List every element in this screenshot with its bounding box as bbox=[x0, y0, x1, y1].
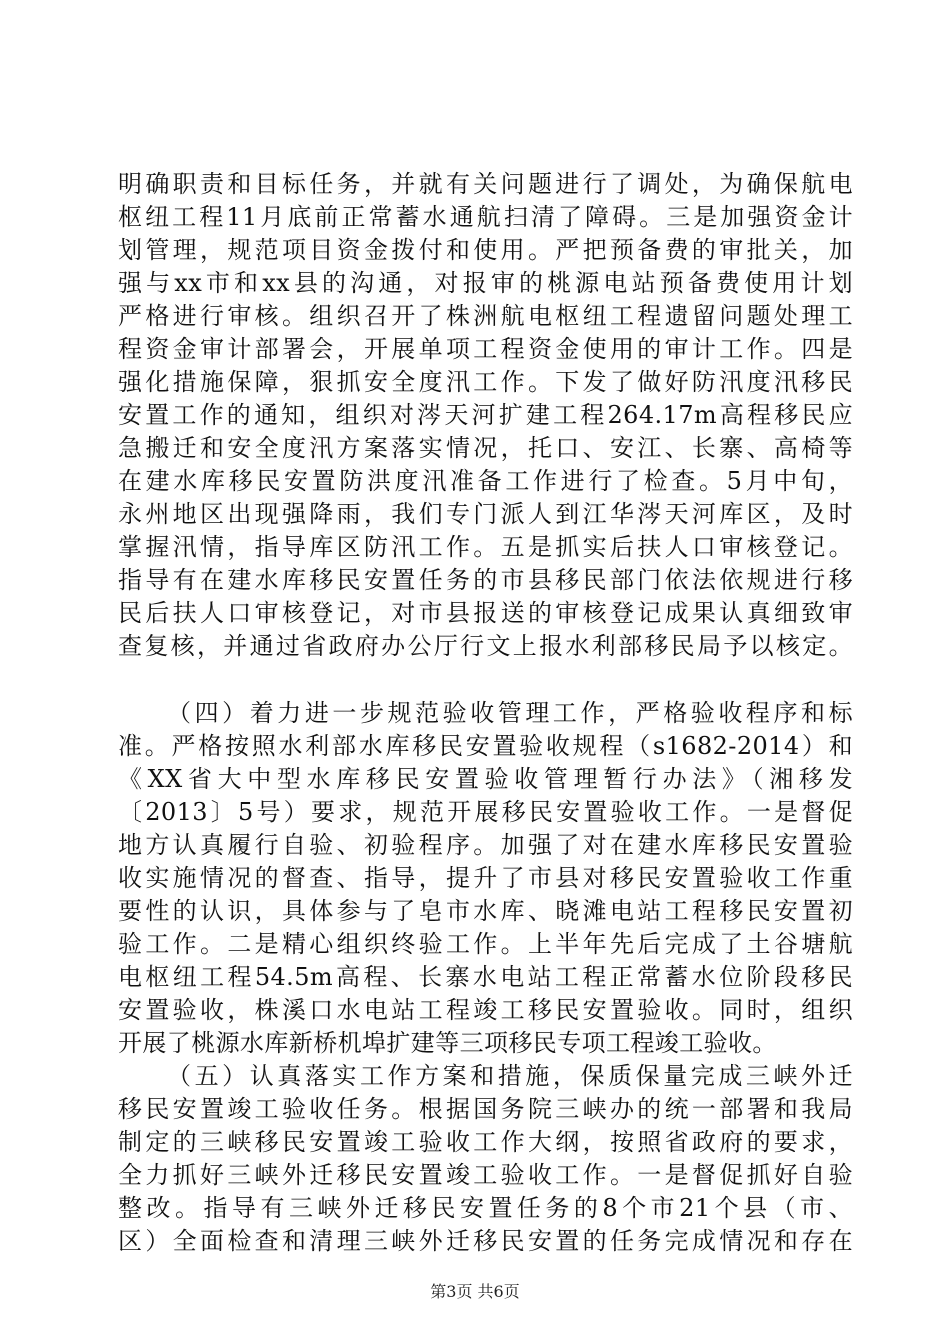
text-line: 明确职责和目标任务，并就有关问题进行了调处，为确保航电 bbox=[118, 170, 853, 198]
text-line: 严格进行审核。组织召开了株洲航电枢纽工程遗留问题处理工 bbox=[118, 302, 853, 330]
page-number-footer: 第3页 共6页 bbox=[430, 1282, 520, 1301]
text-line: 强与xx市和xx县的沟通，对报审的桃源电站预备费使用计划 bbox=[118, 269, 853, 297]
text-line: （五）认真落实工作方案和措施，保质保量完成三峡外迁 bbox=[167, 1062, 853, 1090]
text-line: 程资金审计部署会，开展单项工程资金使用的审计工作。四是 bbox=[118, 335, 853, 363]
text-line: 〔2013〕5号）要求，规范开展移民安置验收工作。一是督促 bbox=[118, 798, 853, 826]
text-line: 全力抓好三峡外迁移民安置竣工验收工作。一是督促抓好自验 bbox=[118, 1161, 853, 1189]
text-line: 开展了桃源水库新桥机埠扩建等三项移民专项工程竣工验收。 bbox=[118, 1029, 777, 1057]
paragraph-1 bbox=[118, 168, 853, 663]
text-line: 划管理，规范项目资金拨付和使用。严把预备费的审批关，加 bbox=[118, 236, 853, 264]
text-line: 永州地区出现强降雨，我们专门派人到江华涔天河库区，及时 bbox=[118, 500, 853, 528]
text-line: 掌握汛情，指导库区防汛工作。五是抓实后扶人口审核登记。 bbox=[118, 533, 853, 561]
text-line: 移民安置竣工验收任务。根据国务院三峡办的统一部署和我局 bbox=[118, 1095, 853, 1123]
text-line: 整改。指导有三峡外迁移民安置任务的8个市21个县（市、 bbox=[118, 1194, 853, 1222]
text-line: （四）着力进一步规范验收管理工作，严格验收程序和标 bbox=[167, 699, 853, 727]
text-line: 民后扶人口审核登记，对市县报送的审核登记成果认真细致审 bbox=[118, 599, 853, 627]
paragraph-3 bbox=[118, 1060, 853, 1258]
text-line: 急搬迁和安全度汛方案落实情况，托口、安江、长寨、高椅等 bbox=[118, 434, 853, 462]
text-line: 要性的认识，具体参与了皂市水库、晓滩电站工程移民安置初 bbox=[118, 897, 853, 925]
text-line: 收实施情况的督查、指导，提升了市县对移民安置验收工作重 bbox=[118, 864, 853, 892]
text-line: 区）全面检查和清理三峡外迁移民安置的任务完成情况和存在 bbox=[118, 1227, 853, 1255]
text-line: 安置验收，株溪口水电站工程竣工移民安置验收。同时，组织 bbox=[118, 996, 853, 1024]
text-line: 查复核，并通过省政府办公厅行文上报水利部移民局予以核定。 bbox=[118, 632, 853, 660]
paragraph-2 bbox=[118, 697, 853, 1060]
text-line: 枢纽工程11月底前正常蓄水通航扫清了障碍。三是加强资金计 bbox=[118, 203, 853, 231]
text-line: 指导有在建水库移民安置任务的市县移民部门依法依规进行移 bbox=[118, 566, 853, 594]
paragraph-gap bbox=[118, 663, 853, 697]
text-line: 在建水库移民安置防洪度汛准备工作进行了检查。5月中旬， bbox=[118, 467, 853, 495]
text-line: 地方认真履行自验、初验程序。加强了对在建水库移民安置验 bbox=[118, 831, 853, 859]
text-line: 安置工作的通知，组织对涔天河扩建工程264.17m高程移民应 bbox=[118, 401, 853, 429]
text-line: 强化措施保障，狠抓安全度汛工作。下发了做好防汛度汛移民 bbox=[118, 368, 853, 396]
text-line: 制定的三峡移民安置竣工验收工作大纲，按照省政府的要求， bbox=[118, 1128, 853, 1156]
text-line: 验工作。二是精心组织终验工作。上半年先后完成了土谷塘航 bbox=[118, 930, 853, 958]
text-line: 《XX省大中型水库移民安置验收管理暂行办法》（湘移发 bbox=[118, 765, 853, 793]
text-line: 电枢纽工程54.5m高程、长寨水电站工程正常蓄水位阶段移民 bbox=[118, 963, 853, 991]
text-line: 准。严格按照水利部水库移民安置验收规程（s1682-2014）和 bbox=[118, 732, 853, 760]
document-body bbox=[118, 168, 853, 1258]
